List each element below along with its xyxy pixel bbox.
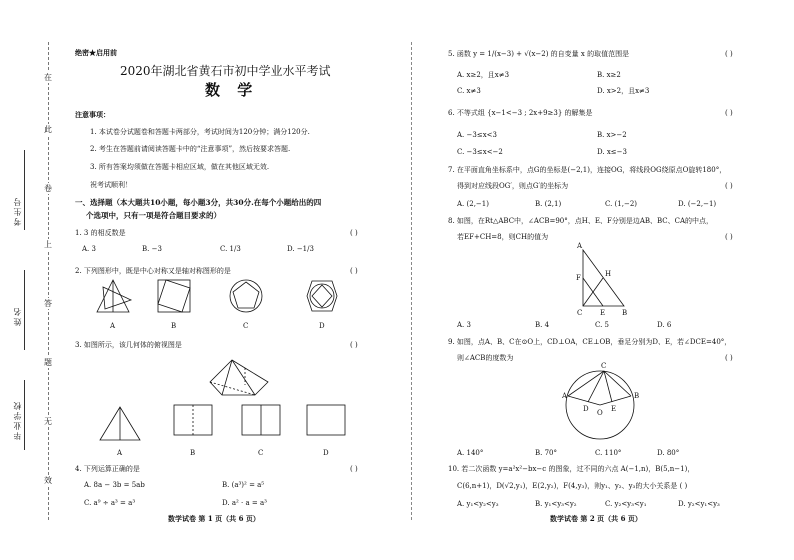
q6-option-a: A. −3≤x<3	[457, 131, 497, 139]
q8-option-b: B. 4	[535, 321, 550, 329]
answer-paren: ( )	[725, 182, 733, 190]
q8-option-d: D. 6	[657, 321, 672, 329]
q4-option-c: C. a⁹ ÷ a³ = a³	[84, 499, 136, 507]
q9-option-a: A. 140°	[457, 449, 484, 457]
q10-stem: 10. 若二次函数 y=a²x²−bx−c 的图象，过不同的六点 A(−1,n)，B(5,n−1)，	[448, 465, 695, 473]
answer-paren: ( )	[350, 465, 358, 473]
q10-option-c: C. y₂<y₃<y₁	[605, 500, 647, 508]
q10-stem-cont: C(6,n+1)，D(√2,y₁)，E(2,y₂)，F(4,y₃)，则y₁、y₂、y₃的大小关系是 ( )	[457, 482, 688, 490]
q7-option-d: D. (−2,−1)	[678, 200, 717, 208]
q10-option-d: D. y₂<y₁<y₃	[678, 500, 720, 508]
q9-option-d: D. 80°	[657, 449, 680, 457]
q7-stem: 7. 在平面直角坐标系中，点G的坐标是(−2,1)，连接OG，将线段OG绕原点O旋转180°，	[448, 166, 727, 174]
answer-paren: ( )	[350, 229, 358, 237]
q7-option-b: B. (2,1)	[535, 200, 562, 208]
q9-point-b: B	[634, 392, 640, 400]
binding-char: 在	[44, 73, 52, 82]
q7-option-c: C. (1,−2)	[605, 200, 638, 208]
answer-paren: ( )	[350, 341, 358, 349]
q2-stem: 2. 下列图形中，既是中心对称又是轴对称图形的是	[75, 267, 231, 275]
answer-paren: ( )	[725, 50, 733, 58]
page-footer: 数学试卷 第 2 页（共 6 页）	[550, 514, 642, 523]
q1-option-b: B. −3	[142, 245, 162, 253]
section-heading: 一、选择题（本大题共10小题，每小题3分，共30分.在每个小题给出的四	[75, 198, 322, 207]
q6-stem: 6. 不等式组 {x−1<−3 ; 2x+9≥3} 的解集是	[448, 109, 593, 117]
q9-point-o: O	[597, 409, 603, 417]
q3-label-b: B	[190, 449, 196, 457]
q3-label-a: A	[117, 449, 123, 457]
q6-option-c: C. −3≤x<−2	[457, 148, 503, 156]
q6-option-b: B. x>−2	[597, 131, 627, 139]
binding-char: 效	[44, 476, 52, 485]
q8-point-a: A	[577, 242, 583, 250]
q9-stem-cont: 则∠ACB的度数为	[457, 354, 514, 362]
q8-stem-cont: 若EF+CH=8，则CH的值为	[457, 233, 549, 241]
answer-paren: ( )	[725, 354, 733, 362]
q9-point-c: C	[601, 362, 607, 370]
exam-number-label: 考生号	[13, 196, 22, 226]
q5-stem: 5. 函数 y = 1/(x−3) + √(x−2) 的自变量 x 的取值范围是	[448, 50, 630, 58]
q8-point-c: C	[577, 309, 583, 317]
note-item: 2. 考生在答题前请阅读答题卡中的“注意事项”，然后按要求答题.	[90, 145, 291, 153]
q5-option-b: B. x≥2	[597, 71, 621, 79]
q10-option-a: A. y₁<y₂<y₃	[457, 500, 499, 508]
q9-stem: 9. 如图，点A、B、C在⊙O上，CD⊥OA，CE⊥OB，垂足分别为D、E，若∠DCE=40°，	[448, 338, 732, 346]
q7-option-a: A. (2,−1)	[457, 200, 489, 208]
q8-point-e: E	[600, 309, 606, 317]
q6-option-d: D. x≤−3	[597, 148, 627, 156]
q2-label-b: B	[171, 322, 177, 330]
q9-point-e: E	[611, 405, 617, 413]
q3-stem: 3. 如图所示，该几何体的俯视图是	[75, 341, 182, 349]
q5-option-d: D. x>2，且x≠3	[597, 87, 650, 95]
q9-point-a: A	[562, 392, 568, 400]
q3-label-c: C	[258, 449, 264, 457]
q2-label-c: C	[243, 322, 249, 330]
binding-char: 题	[44, 358, 52, 367]
note-item: 祝考试顺利！	[90, 181, 132, 189]
binding-char: 此	[44, 125, 52, 134]
section-heading-cont: 个选项中，只有一项是符合题目要求的）	[86, 211, 221, 220]
q9-option-c: C. 110°	[595, 449, 622, 457]
q5-option-c: C. x≠3	[457, 87, 481, 95]
subject-title: 数 学	[205, 81, 259, 99]
page-footer: 数学试卷 第 1 页（共 6 页）	[168, 514, 260, 523]
binding-char: 答	[44, 299, 52, 308]
binding-char: 卷	[44, 184, 52, 193]
answer-paren: ( )	[725, 109, 733, 117]
secret-mark: 绝密★启用前	[75, 48, 117, 57]
q4-option-b: B. (a³)² = a⁵	[222, 481, 265, 489]
name-label: 姓名	[13, 306, 22, 326]
q9-point-d: D	[583, 405, 589, 413]
school-label: 毕业学校	[13, 400, 22, 440]
q8-point-h: H	[605, 270, 612, 278]
q8-stem: 8. 如图，在Rt△ABC中，∠ACB=90°，点H、E、F分别是边AB、BC、CA的中点，	[448, 217, 714, 225]
q10-option-b: B. y₁<y₃<y₂	[535, 500, 577, 508]
note-item: 3. 所有答案均须做在答题卡相应区域，做在其他区域无效.	[90, 163, 270, 171]
binding-char: 上	[44, 240, 52, 249]
answer-paren: ( )	[725, 233, 733, 241]
q1-option-a: A. 3	[82, 245, 96, 253]
q5-option-a: A. x≥2，且x≠3	[457, 71, 510, 79]
notes-heading: 注意事项：	[75, 110, 110, 119]
q9-option-b: B. 70°	[535, 449, 558, 457]
q8-point-b: B	[622, 309, 628, 317]
q4-stem: 4. 下列运算正确的是	[75, 465, 140, 473]
q4-option-a: A. 8a − 3b = 5ab	[84, 481, 145, 489]
answer-paren: ( )	[350, 267, 358, 275]
binding-char: 无	[44, 417, 52, 426]
q1-option-d: D. −1/3	[287, 245, 314, 253]
exam-title: 2020年湖北省黄石市初中学业水平考试	[120, 64, 331, 78]
q1-stem: 1. 3 的相反数是	[75, 229, 126, 237]
q4-option-d: D. a² · a = a³	[222, 499, 267, 507]
note-item: 1. 本试卷分试题卷和答题卡两部分，考试时间为120分钟；满分120分.	[90, 128, 310, 136]
q7-stem-cont: 得到对应线段OG′，则点G′的坐标为	[457, 182, 569, 190]
q3-label-d: D	[323, 449, 329, 457]
q8-point-f: F	[576, 274, 581, 282]
q2-label-d: D	[319, 322, 325, 330]
q1-option-c: C. 1/3	[220, 245, 241, 253]
q8-option-a: A. 3	[457, 321, 471, 329]
q2-label-a: A	[110, 322, 116, 330]
q8-option-c: C. 5	[595, 321, 610, 329]
